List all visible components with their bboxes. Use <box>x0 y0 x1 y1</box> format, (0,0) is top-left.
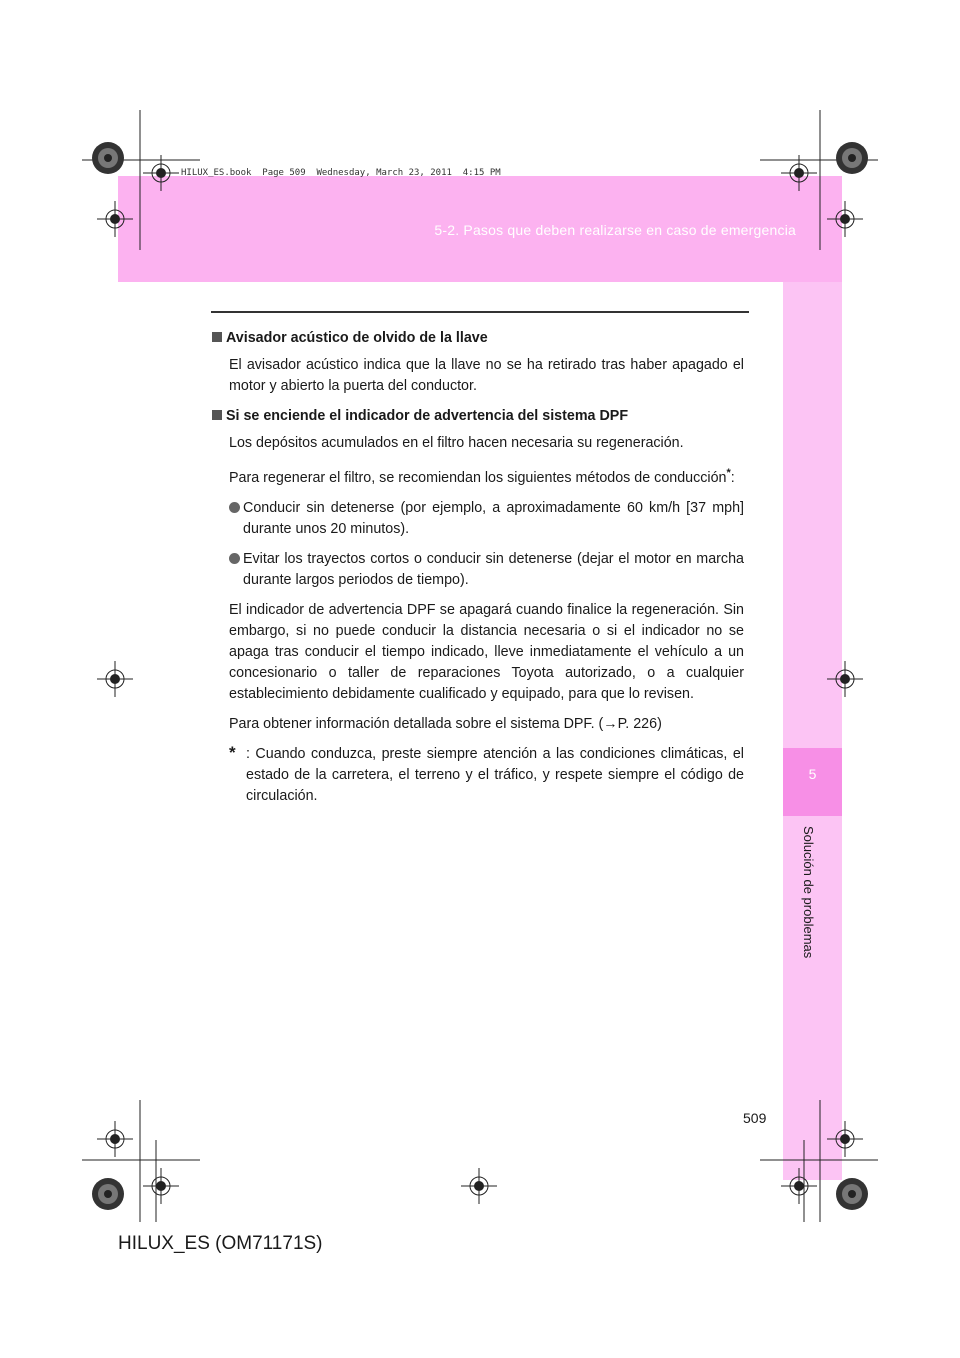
document-code: HILUX_ES (OM71171S) <box>118 1233 323 1254</box>
registration-target-icon <box>827 661 863 697</box>
paragraph-indicator-off: El indicador de advertencia DPF se apagará cuando finalice la regeneración. Sin embargo, si no puede conducir la distancia necesaria o si el indicador no se apaga tras conducir el tiempo indicado, lleve inmediatamente el vehículo a un concesionario o taller de reparaciones Toyota autorizado, o a cualquier establecimiento debidamente cualificado y equipado, para que lo revisen. <box>229 601 744 702</box>
starburst-mark-icon <box>90 140 126 176</box>
registration-target-icon <box>781 155 817 191</box>
registration-target-icon <box>97 201 133 237</box>
registration-target-icon <box>143 155 179 191</box>
paragraph-key-reminder: El avisador acústico indica que la llave no se ha retirado tras haber apagado el motor y abierto la puerta del conductor. <box>229 357 744 394</box>
registration-target-icon <box>97 661 133 697</box>
footnote-star: * <box>229 742 236 762</box>
registration-target-icon <box>461 1168 497 1204</box>
paragraph-regenerate: Para regenerar el filtro, se recomiendan los siguientes métodos de conducción*: <box>229 467 735 486</box>
heading-dpf-indicator: Si se enciende el indicador de advertencia del sistema DPF <box>212 406 744 427</box>
starburst-mark-icon <box>834 140 870 176</box>
starburst-mark-icon <box>834 1176 870 1212</box>
starburst-mark-icon <box>90 1176 126 1212</box>
registration-target-icon <box>143 1168 179 1204</box>
chapter-number: 5 <box>808 766 817 782</box>
list-item: Conducir sin detenerse (por ejemplo, a aproximadamente 60 km/h [37 mph] durante unos 20 minutos). <box>229 498 744 540</box>
section-header: 5-2. Pasos que deben realizarse en caso de emergencia <box>434 222 796 238</box>
paragraph-dpf-reference: Para obtener información detallada sobre el sistema DPF. (→P. 226) <box>229 715 662 732</box>
chapter-title: Solución de problemas <box>801 826 816 959</box>
registration-target-icon <box>827 201 863 237</box>
registration-target-icon <box>781 1168 817 1204</box>
footnote-star: * <box>726 467 731 479</box>
heading-key-reminder: Avisador acústico de olvido de la llave <box>212 328 744 349</box>
registration-target-icon <box>827 1121 863 1157</box>
list-item: Evitar los trayectos cortos o conducir sin detenerse (dejar el motor en marcha durante largos periodos de tiempo). <box>229 549 744 591</box>
footnote: * : Cuando conduzca, preste siempre atención a las condiciones climáticas, el estado de la carretera, el terreno y el tráfico, y respete siempre el código de circulación. <box>229 742 744 804</box>
paragraph-deposits: Los depósitos acumulados en el filtro hacen necesaria su regeneración. <box>229 435 684 451</box>
page-number: 509 <box>743 1110 767 1126</box>
book-stamp: HILUX_ES.book Page 509 Wednesday, March 23, 2011 4:15 PM <box>181 168 501 178</box>
registration-target-icon <box>97 1121 133 1157</box>
